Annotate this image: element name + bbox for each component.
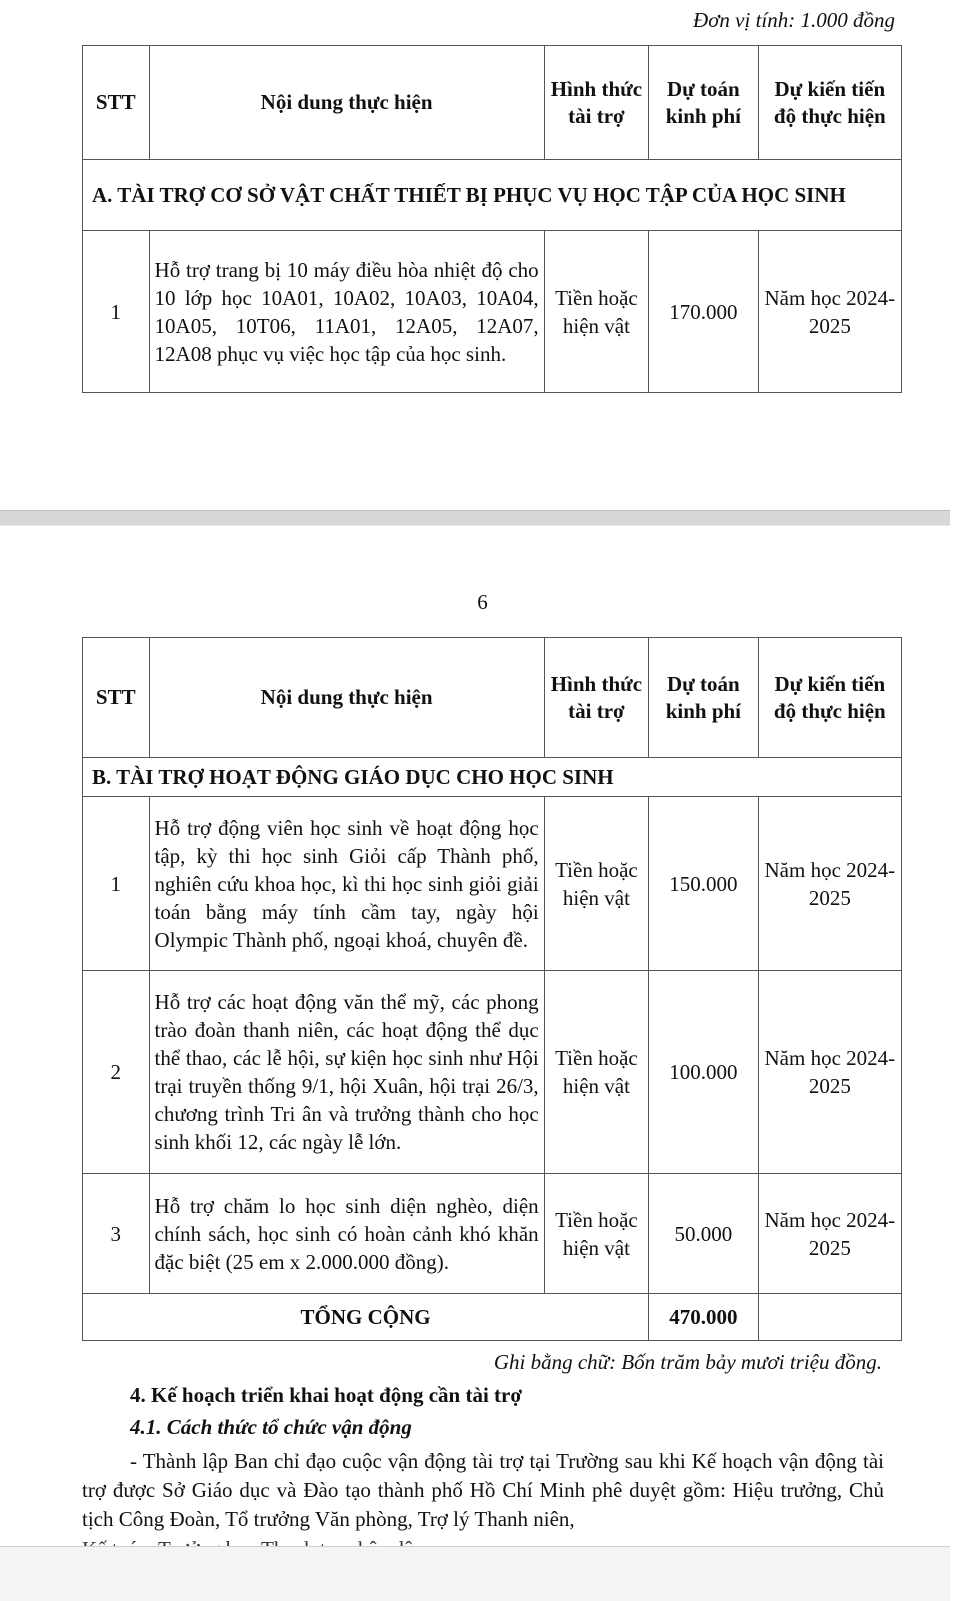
table-row	[83, 231, 902, 393]
section-heading-4-1: 4.1. Cách thức tổ chức vận động	[130, 1415, 412, 1439]
header-stt: STT	[83, 46, 150, 160]
table-row	[83, 797, 902, 971]
row-cost: 170.000	[649, 231, 759, 393]
header-cost: Dự toán kinh phí	[649, 638, 759, 758]
row-cost: 50.000	[649, 1174, 759, 1294]
row-schedule: Năm học 2024-2025	[758, 231, 901, 393]
row-content: Hỗ trợ chăm lo học sinh diện nghèo, diện chính sách, học sinh có hoàn cảnh khó khăn đặc biệt (25 em x 2.000.000 đồng).	[149, 1174, 544, 1294]
header-schedule: Dự kiến tiến độ thực hiện	[758, 638, 901, 758]
row-content: Hỗ trợ động viên học sinh về hoạt động học tập, kỳ thi học sinh Giỏi cấp Thành phố, nghiên cứu khoa học, kì thi học sinh giỏi giải toán bằng máy tính cầm tay, ngày hội Olympic Thành phố, ngoại khoá, chuyên đề.	[149, 797, 544, 971]
page-separator	[0, 510, 950, 526]
row-stt: 2	[83, 971, 150, 1174]
header-schedule: Dự kiến tiến độ thực hiện	[758, 46, 901, 160]
unit-note: Đơn vị tính: 1.000 đồng	[693, 8, 895, 32]
page-number: 6	[477, 590, 488, 614]
row-stt: 1	[83, 231, 150, 393]
section-row	[83, 160, 902, 231]
viewer-bottom-bar	[0, 1546, 950, 1601]
row-schedule: Năm học 2024-2025	[758, 1174, 901, 1294]
header-content: Nội dung thực hiện	[149, 638, 544, 758]
row-schedule: Năm học 2024-2025	[758, 797, 901, 971]
row-cost: 150.000	[649, 797, 759, 971]
total-label: TỔNG CỘNG	[83, 1294, 649, 1341]
table-row	[83, 971, 902, 1174]
table-header-row	[83, 638, 902, 758]
header-content: Nội dung thực hiện	[149, 46, 544, 160]
row-stt: 1	[83, 797, 150, 971]
header-form: Hình thức tài trợ	[544, 638, 648, 758]
body-paragraph: - Thành lập Ban chỉ đạo cuộc vận động tài trợ tại Trường sau khi Kế hoạch vận động tài trợ được Sở Giáo dục và Đào tạo thành phố Hồ Chí Minh phê duyệt gồm: Hiệu trưởng, Chủ tịch Công Đoàn, Tổ trưởng Văn phòng, Trợ lý Thanh niên,	[82, 1449, 884, 1531]
total-value: 470.000	[649, 1294, 759, 1341]
section-row	[83, 758, 902, 797]
table-row	[83, 1174, 902, 1294]
table-header-row	[83, 46, 902, 160]
funding-table-a	[82, 45, 902, 393]
header-cost: Dự toán kinh phí	[649, 46, 759, 160]
row-form: Tiền hoặc hiện vật	[544, 231, 648, 393]
total-empty-cell	[758, 1294, 901, 1341]
row-cost: 100.000	[649, 971, 759, 1174]
header-form: Hình thức tài trợ	[544, 46, 648, 160]
total-row	[83, 1294, 902, 1341]
funding-table-b	[82, 637, 902, 1341]
row-form: Tiền hoặc hiện vật	[544, 971, 648, 1174]
row-schedule: Năm học 2024-2025	[758, 971, 901, 1174]
section-b-title: B. TÀI TRỢ HOẠT ĐỘNG GIÁO DỤC CHO HỌC SINH	[83, 758, 902, 797]
row-content: Hỗ trợ trang bị 10 máy điều hòa nhiệt độ cho 10 lớp học 10A01, 10A02, 10A03, 10A04, 10A05, 10T06, 11A01, 12A05, 12A07, 12A08 phục vụ việc học tập của học sinh.	[149, 231, 544, 393]
row-form: Tiền hoặc hiện vật	[544, 1174, 648, 1294]
section-a-title: A. TÀI TRỢ CƠ SỞ VẬT CHẤT THIẾT BỊ PHỤC VỤ HỌC TẬP CỦA HỌC SINH	[83, 160, 902, 231]
row-form: Tiền hoặc hiện vật	[544, 797, 648, 971]
amount-in-words: Ghi bằng chữ: Bốn trăm bảy mươi triệu đồng.	[493, 1350, 882, 1374]
header-stt: STT	[83, 638, 150, 758]
section-heading-4: 4. Kế hoạch triển khai hoạt động cần tài trợ	[130, 1383, 522, 1407]
row-stt: 3	[83, 1174, 150, 1294]
row-content: Hỗ trợ các hoạt động văn thể mỹ, các phong trào đoàn thanh niên, các hoạt động thể dục thể thao, các lễ hội, sự kiện học sinh như Hội trại truyền thống 9/1, hội Xuân, hội trại 26/3, chương trình Tri ân và trưởng thành cho học sinh khối 12, các ngày lễ lớn.	[149, 971, 544, 1174]
